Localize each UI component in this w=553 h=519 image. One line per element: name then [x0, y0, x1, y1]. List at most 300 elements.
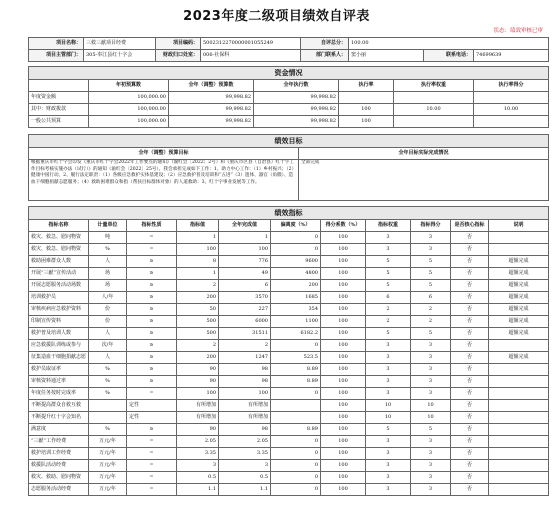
indicator-cell: 超额完成	[489, 292, 549, 304]
project-name-label: 项目名称：	[29, 38, 84, 50]
indicator-cell: 否	[451, 388, 489, 400]
indicator-cell: 3	[366, 376, 411, 388]
indicators-header: 计量单位	[89, 220, 127, 232]
indicator-cell: 3	[366, 388, 411, 400]
indicator-cell	[489, 484, 549, 496]
indicator-cell: 培训救护员	[29, 292, 89, 304]
funds-table	[28, 66, 549, 128]
funds-header: 全年（调整）预算数	[169, 80, 254, 92]
indicator-cell: 1685	[271, 292, 321, 304]
funds-cell	[474, 92, 549, 104]
indicator-cell: 定性	[127, 400, 177, 412]
indicator-cell: 6	[219, 280, 271, 292]
indicator-cell: 9600	[271, 256, 321, 268]
indicator-row	[29, 472, 549, 484]
indicator-cell: 3	[366, 472, 411, 484]
indicator-cell: 有所增加	[177, 412, 219, 424]
indicator-cell: 3	[177, 460, 219, 472]
indicator-cell: 否	[451, 436, 489, 448]
indicator-cell: 5	[411, 256, 451, 268]
indicator-cell: 2	[366, 304, 411, 316]
indicator-cell: 0	[271, 484, 321, 496]
indicator-cell	[89, 400, 127, 412]
indicator-cell: 3	[366, 460, 411, 472]
funds-cell: 100	[339, 104, 394, 116]
indicator-cell: 0	[271, 436, 321, 448]
indicator-cell: 否	[451, 400, 489, 412]
indicator-cell: 份	[89, 304, 127, 316]
indicator-cell: 2	[219, 340, 271, 352]
indicator-cell	[489, 244, 549, 256]
indicator-cell: 否	[451, 424, 489, 436]
indicator-cell: 0	[271, 472, 321, 484]
funds-row	[29, 92, 549, 104]
indicator-cell: 90	[177, 424, 219, 436]
indicator-row	[29, 328, 549, 340]
indicator-cell	[489, 400, 549, 412]
indicator-row	[29, 448, 549, 460]
indicator-cell: 满意度	[29, 424, 89, 436]
indicator-cell: 100	[177, 388, 219, 400]
funds-cell	[394, 116, 474, 128]
indicator-cell: ≥	[127, 280, 177, 292]
indicator-cell: 100	[321, 316, 366, 328]
indicator-cell: 年度任务按时完成率	[29, 388, 89, 400]
indicator-cell: 10	[366, 412, 411, 424]
indicator-cell: 5	[411, 280, 451, 292]
indicator-cell: 100	[321, 268, 366, 280]
indicator-cell: 定性	[127, 412, 177, 424]
indicator-cell: 776	[219, 256, 271, 268]
indicator-cell: 200	[177, 292, 219, 304]
indicator-row	[29, 352, 549, 364]
indicator-cell: 100	[321, 424, 366, 436]
indicator-cell: 不断提升红十字会知名	[29, 412, 89, 424]
indicator-cell: 1	[177, 232, 219, 244]
indicator-cell: 100	[321, 412, 366, 424]
indicator-cell: 100	[177, 244, 219, 256]
indicator-cell: 100	[321, 472, 366, 484]
indicator-cell: 超额完成	[489, 268, 549, 280]
indicator-cell: 份	[89, 316, 127, 328]
indicator-cell: 90	[177, 364, 219, 376]
indicator-cell: 200	[271, 280, 321, 292]
indicator-cell: 5	[366, 424, 411, 436]
indicator-cell: 救灾、救急、慰问物资	[29, 244, 89, 256]
indicators-header: 全年完成值	[219, 220, 271, 232]
indicator-cell	[489, 472, 549, 484]
indicator-cell: %	[89, 376, 127, 388]
indicator-cell: 人	[89, 352, 127, 364]
indicator-cell: 3	[366, 232, 411, 244]
indicator-cell: 场	[89, 280, 127, 292]
indicators-header: 指标性质	[127, 220, 177, 232]
indicator-cell: 5	[411, 424, 451, 436]
indicator-cell: ≥	[127, 364, 177, 376]
funds-cell: 100,000.00	[89, 92, 169, 104]
indicator-cell: 万元/年	[89, 472, 127, 484]
indicator-cell: 100	[321, 364, 366, 376]
indicator-cell: ≥	[127, 328, 177, 340]
funds-cell: 100,000.00	[89, 116, 169, 128]
project-code-label: 项目编码：	[156, 38, 201, 50]
indicator-cell: 否	[451, 280, 489, 292]
indicators-header: 是否核心指标	[451, 220, 489, 232]
indicator-cell: 98	[219, 424, 271, 436]
indicator-row	[29, 316, 549, 328]
indicator-cell: 90	[177, 376, 219, 388]
indicator-cell: ≥	[127, 424, 177, 436]
funds-cell	[474, 116, 549, 128]
indicator-cell: =	[127, 232, 177, 244]
indicator-cell: 3	[411, 448, 451, 460]
indicator-cell	[489, 340, 549, 352]
indicator-cell: 否	[451, 292, 489, 304]
indicator-cell: 100	[321, 280, 366, 292]
dept-value: 305-奉江县红十字会	[84, 50, 156, 62]
indicator-cell: ≥	[127, 340, 177, 352]
indicator-cell: 应急救援队训练或参与	[29, 340, 89, 352]
indicator-cell: 否	[451, 256, 489, 268]
targets-header-result: 全年目标实际完成情况	[299, 148, 549, 160]
funds-header-row	[29, 80, 549, 92]
indicator-cell: 否	[451, 316, 489, 328]
funds-cell: 100	[339, 116, 394, 128]
indicator-cell: 100	[321, 460, 366, 472]
indicator-cell: 3	[411, 484, 451, 496]
indicator-cell	[489, 364, 549, 376]
indicator-cell: 227	[219, 304, 271, 316]
targets-table	[28, 134, 549, 201]
indicator-cell: 523.5	[271, 352, 321, 364]
indicator-cell: 否	[451, 412, 489, 424]
indicator-cell: 否	[451, 472, 489, 484]
indicator-cell	[489, 436, 549, 448]
indicator-cell: 0	[271, 244, 321, 256]
indicator-cell: 100	[321, 376, 366, 388]
funds-cell: 99,998.82	[169, 116, 254, 128]
indicator-cell: 有所增加	[177, 400, 219, 412]
page-title: 2023年度二级项目绩效自评表	[183, 9, 370, 24]
indicator-row	[29, 280, 549, 292]
indicator-cell: 开展志愿服务活动场数	[29, 280, 89, 292]
indicator-cell: 不断提高群众自救互救	[29, 400, 89, 412]
indicator-cell: ≥	[127, 376, 177, 388]
indicator-cell: 否	[451, 352, 489, 364]
funds-header: 全年执行数	[254, 80, 339, 92]
indicator-cell: 3	[411, 436, 451, 448]
indicator-cell: 5	[366, 268, 411, 280]
indicator-cell: 0.5	[177, 472, 219, 484]
indicator-cell: 否	[451, 268, 489, 280]
indicator-cell: =	[127, 472, 177, 484]
indicator-cell: 3	[411, 460, 451, 472]
indicator-cell: 500	[177, 328, 219, 340]
indicator-cell	[271, 412, 321, 424]
indicators-header: 指标得分	[411, 220, 451, 232]
indicator-row	[29, 460, 549, 472]
indicator-row	[29, 364, 549, 376]
indicator-cell: 6	[366, 292, 411, 304]
indicator-cell: 志愿服务活动经费	[29, 484, 89, 496]
indicator-cell: 否	[451, 484, 489, 496]
indicator-cell: 否	[451, 460, 489, 472]
indicator-cell: 8.89	[271, 424, 321, 436]
indicator-cell: 0	[271, 232, 321, 244]
indicator-cell	[489, 388, 549, 400]
indicator-cell: 3	[219, 460, 271, 472]
indicator-cell: 有所增加	[219, 400, 271, 412]
indicator-cell: 否	[451, 244, 489, 256]
indicator-cell: 100	[321, 448, 366, 460]
indicator-cell: %	[89, 388, 127, 400]
indicator-row	[29, 376, 549, 388]
indicator-cell: 2	[366, 316, 411, 328]
indicator-cell: 2.05	[219, 436, 271, 448]
funds-section-title: 资金情况	[29, 67, 549, 80]
indicator-cell: 3	[366, 352, 411, 364]
leader-value: 窦小丽	[349, 50, 424, 62]
indicator-cell: 救护普及培训人数	[29, 328, 89, 340]
finance-value: 006-社保科	[201, 50, 301, 62]
indicator-cell: 6182.2	[271, 328, 321, 340]
indicator-cell: =	[127, 244, 177, 256]
funds-row	[29, 104, 549, 116]
indicator-cell: 31511	[219, 328, 271, 340]
indicator-cell	[489, 460, 549, 472]
indicator-cell: 3.35	[219, 448, 271, 460]
indicator-cell: 5	[366, 280, 411, 292]
indicator-cell: 2	[177, 280, 219, 292]
funds-cell: 99,998.82	[254, 92, 339, 104]
indicator-cell: 3	[366, 364, 411, 376]
dept-label: 项目主管部门：	[29, 50, 84, 62]
indicators-header-row	[29, 220, 549, 232]
indicator-cell: 1247	[219, 352, 271, 364]
indicator-cell: ≥	[127, 304, 177, 316]
indicator-cell: 人	[89, 328, 127, 340]
indicator-cell: 3	[411, 472, 451, 484]
indicator-cell: =	[127, 460, 177, 472]
funds-header: 执行率得分	[474, 80, 549, 92]
indicator-cell: 100	[321, 484, 366, 496]
status-badge: 状态：绩效审核已审	[493, 28, 543, 34]
indicator-cell	[89, 412, 127, 424]
indicator-cell: 否	[451, 328, 489, 340]
phone-value: 74699639	[474, 50, 549, 62]
indicator-cell: 0	[271, 340, 321, 352]
indicator-cell	[489, 232, 549, 244]
indicator-cell: ≥	[127, 268, 177, 280]
indicators-header: 说明	[489, 220, 549, 232]
indicator-cell: 1.1	[177, 484, 219, 496]
funds-cell	[394, 92, 474, 104]
indicator-cell: ≥	[127, 256, 177, 268]
funds-row-label: 一般公共预算	[29, 116, 89, 128]
indicator-cell: 100	[321, 292, 366, 304]
indicator-cell: 0	[271, 460, 321, 472]
indicator-cell: 人	[89, 256, 127, 268]
indicator-cell: 3	[366, 340, 411, 352]
indicator-cell: %	[89, 424, 127, 436]
indicator-cell: 0	[271, 448, 321, 460]
indicator-row	[29, 424, 549, 436]
indicator-cell: 3	[366, 484, 411, 496]
indicator-cell: 征集造血干细胞捐献志愿	[29, 352, 89, 364]
indicator-cell: 100	[321, 340, 366, 352]
indicator-cell: =	[127, 436, 177, 448]
indicator-cell: 否	[451, 364, 489, 376]
indicator-cell: 50	[177, 304, 219, 316]
project-name-value: 三救三献项目经费	[84, 38, 156, 50]
indicator-row	[29, 400, 549, 412]
indicator-cell: 3	[411, 364, 451, 376]
indicator-cell: %	[89, 364, 127, 376]
indicator-cell: 超额完成	[489, 304, 549, 316]
targets-section-title: 绩效目标	[29, 135, 549, 148]
funds-cell: 10.00	[394, 104, 474, 116]
indicators-header: 指标值	[177, 220, 219, 232]
indicator-cell: 1	[219, 232, 271, 244]
indicator-cell: 3	[411, 376, 451, 388]
targets-result: 全部完成	[299, 160, 549, 201]
indicator-row	[29, 292, 549, 304]
indicator-cell: 100	[321, 232, 366, 244]
indicator-cell	[271, 400, 321, 412]
targets-content: 根据重庆市红十字会印发《重庆市红十字会2022年工作要点的通知》（渝红会〔2022〕2号）和《重庆市区县（自治县）红十字工作目标考核实施办法（试行）》的通知（渝红会〔2022〕25号），我会承担完成如下工作：1、助力中心工作：（1）乡村振兴；（2）健康中国行动。2、履行法定职责：（1）各级应急救护实体基建设；（2）应急救护普及培训和“五进”（3）遗体、器官（角膜）、造血干细胞捐献志愿服务；（4）救助困难群众和指（帮扶目标群体对象）的人道救助：3、红十字事业发展等工作。	[29, 160, 299, 201]
indicator-cell: 100	[321, 256, 366, 268]
indicator-cell: 有所增加	[219, 412, 271, 424]
finance-label: 财政归口处室：	[156, 50, 201, 62]
indicator-cell: 1100	[271, 316, 321, 328]
indicator-cell: 万元/年	[89, 436, 127, 448]
indicator-cell: 否	[451, 232, 489, 244]
indicator-cell: %	[89, 244, 127, 256]
indicator-cell: 开展“三献”宣传活动	[29, 268, 89, 280]
indicator-cell: 2.05	[177, 436, 219, 448]
indicator-cell: 3	[411, 232, 451, 244]
indicators-header: 偏离度（%）	[271, 220, 321, 232]
indicator-cell: 5	[411, 268, 451, 280]
indicator-cell: 5	[411, 328, 451, 340]
indicator-cell: 100	[321, 352, 366, 364]
indicator-row	[29, 232, 549, 244]
indicator-cell: 100	[321, 328, 366, 340]
indicator-cell: “三献”工作经费	[29, 436, 89, 448]
indicator-cell: 审核资料通过率	[29, 376, 89, 388]
indicators-header: 指标名称	[29, 220, 89, 232]
indicator-cell: 0	[271, 388, 321, 400]
funds-cell: 100,000.00	[89, 104, 169, 116]
indicator-cell: 10	[411, 412, 451, 424]
indicator-cell: 3	[366, 244, 411, 256]
funds-row-label: 其中：财政拨款	[29, 104, 89, 116]
funds-header: 执行率权重	[394, 80, 474, 92]
phone-label: 联系电话：	[424, 50, 474, 62]
indicator-cell: 3	[411, 244, 451, 256]
indicator-cell: 救灾、救急、慰问物资	[29, 232, 89, 244]
indicator-cell: 超额完成	[489, 328, 549, 340]
funds-header-blank	[29, 80, 89, 92]
indicator-cell: 万元/年	[89, 448, 127, 460]
indicator-cell: 2	[411, 316, 451, 328]
indicators-table	[28, 206, 549, 496]
targets-header-budget: 全年（调整）预算目标	[29, 148, 299, 160]
indicator-cell: 2	[411, 304, 451, 316]
indicator-cell: 1.1	[219, 484, 271, 496]
indicator-cell: 98	[219, 364, 271, 376]
funds-header: 年初预算数	[89, 80, 169, 92]
indicator-cell: 3	[411, 352, 451, 364]
indicator-cell: 救援队活动经费	[29, 460, 89, 472]
project-info-table	[28, 37, 549, 62]
indicator-row	[29, 436, 549, 448]
self-score-value: 100.00	[349, 38, 549, 50]
indicator-cell: 人/年	[89, 292, 127, 304]
indicator-cell: 超额完成	[489, 316, 549, 328]
indicator-cell	[489, 424, 549, 436]
indicator-row	[29, 244, 549, 256]
funds-cell	[339, 92, 394, 104]
indicator-row	[29, 340, 549, 352]
indicator-cell: 审核疾病应急救护资料	[29, 304, 89, 316]
indicator-cell	[489, 376, 549, 388]
indicator-row	[29, 256, 549, 268]
indicator-cell: 6	[411, 292, 451, 304]
indicator-cell: 否	[451, 448, 489, 460]
indicator-row	[29, 268, 549, 280]
indicator-cell: =	[127, 388, 177, 400]
indicator-cell: 1	[177, 268, 219, 280]
indicator-row	[29, 412, 549, 424]
indicator-cell: 100	[321, 304, 366, 316]
indicator-cell: 救灾、救助、慰问物资	[29, 472, 89, 484]
indicator-cell: 4800	[271, 268, 321, 280]
indicator-cell: 吨	[89, 232, 127, 244]
indicators-section-title: 绩效指标	[29, 207, 549, 220]
leader-label: 部门联系人：	[301, 50, 349, 62]
indicator-cell: 8	[177, 256, 219, 268]
indicator-cell: 3	[366, 448, 411, 460]
indicators-header: 指标权重	[366, 220, 411, 232]
indicator-cell: 万元/年	[89, 460, 127, 472]
indicator-cell: 8.89	[271, 376, 321, 388]
indicator-cell: 8.89	[271, 364, 321, 376]
indicator-cell: 3	[366, 436, 411, 448]
indicator-cell: 100	[321, 244, 366, 256]
indicator-cell: ≥	[127, 352, 177, 364]
indicator-cell: 100	[321, 388, 366, 400]
indicator-cell: 否	[451, 304, 489, 316]
indicator-cell: 否	[451, 376, 489, 388]
indicator-cell: 100	[219, 388, 271, 400]
indicator-cell: 100	[321, 436, 366, 448]
indicator-row	[29, 484, 549, 496]
indicator-cell: ≥	[127, 292, 177, 304]
indicator-cell: 超额完成	[489, 256, 549, 268]
indicator-cell: 10	[366, 400, 411, 412]
indicator-cell: 救护员取证率	[29, 364, 89, 376]
indicator-cell: 救助困难群众人数	[29, 256, 89, 268]
funds-cell: 99,998.82	[169, 104, 254, 116]
indicator-cell	[489, 448, 549, 460]
indicator-cell: 2	[177, 340, 219, 352]
funds-row-label: 年度资金额	[29, 92, 89, 104]
indicator-cell: 救护培训工作经费	[29, 448, 89, 460]
indicator-cell: 200	[177, 352, 219, 364]
indicator-cell: 超额完成	[489, 280, 549, 292]
indicator-cell: 100	[219, 244, 271, 256]
